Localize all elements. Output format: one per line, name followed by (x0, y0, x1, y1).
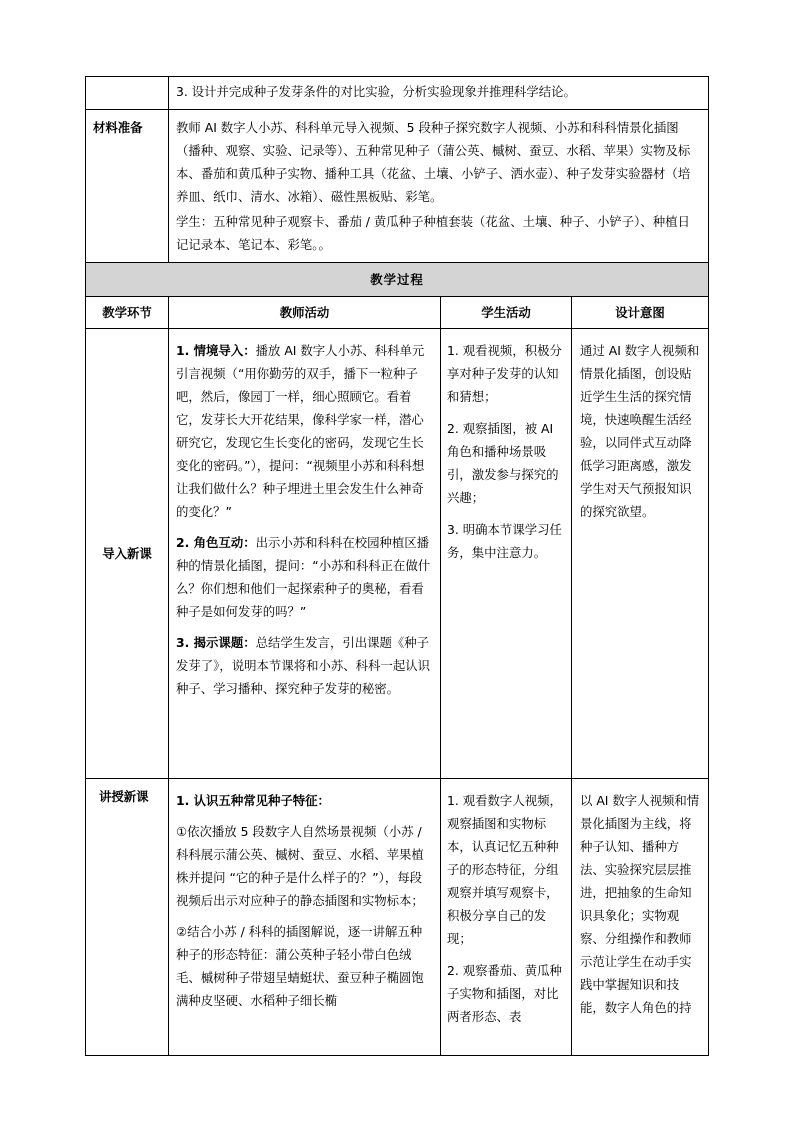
design-intent (572, 779, 709, 1056)
objective-row (86, 77, 709, 110)
stage-label: 导入新课 (86, 329, 169, 779)
step-text: 播放 AI 数字人小苏、科科单元引言视频（“用你勤劳的双手，播下一粒种子吧，然后，像园丁一样，细心照顾它。看着它，发芽长大开花结果，像科学家一样，潜心研究它，发现它生长变化的密码，发现它生长变化的密码。”），提问：“视频里小苏和科科想让我们做什么？种子埋进土里会发生什么神奇的变化？” (176, 343, 425, 519)
design-text: 以 AI 数字人视频和情景化插图为主线，将种子认知、播种方法、实验探究层层推进，把抽象的生命知识具象化；实物观察、分组操作和教师示范让学生在动手实践中掌握知识和技能，数字人角色的持 (580, 793, 700, 1015)
teacher-activity (169, 329, 441, 779)
header-teacher: 教师活动 (169, 297, 441, 329)
materials-student: 学生：五种常见种子观察卡、番茄 / 黄瓜种子种植套装（花盆、土壤、种子、小铲子）、种植日记记录本、笔记本、彩笔。。 (176, 214, 690, 252)
teacher-activity (169, 779, 441, 1056)
process-band-row (86, 263, 709, 297)
header-stage: 教学环节 (86, 297, 169, 329)
process-title: 教学过程 (86, 263, 709, 297)
student-activity (441, 329, 572, 779)
teacher-step (176, 339, 434, 523)
teacher-step (176, 531, 434, 623)
stage-label: 讲授新课 (86, 779, 169, 1056)
student-step: 2. 观察番茄、黄瓜种子实物和插图，对比两者形态、表 (447, 963, 562, 1024)
student-step: 3. 明确本节课学习任务，集中注意力。 (447, 522, 562, 560)
header-design: 设计意图 (572, 297, 709, 329)
step-text: 出示小苏和科科在校园种植区播种的情景化插图，提问：“小苏和科科正在做什么？你们想和他们一起探索种子的奥秘，看看种子是如何发芽的吗？” (176, 535, 431, 619)
materials-label: 材料准备 (86, 110, 169, 263)
materials-teacher: 教师 AI 数字人小苏、科科单元导入视频、5 段种子探究数字人视频、小苏和科科情景化插图（播种、观察、实验、记录等）、五种常见种子（蒲公英、槭树、蚕豆、水稻、苹果）实物及标本、番茄和黄瓜种子实物、播种工具（花盆、土壤、小铲子、洒水壶）、种子发芽实验器材（培养皿、纸巾、清水、冰箱）、磁性黑板贴、彩笔。 (176, 120, 691, 204)
step-text: ①依次播放 5 段数字人自然场景视频（小苏 / 科科展示蒲公英、槭树、蚕豆、水稻、苹果植株并提问 “它的种子是什么样子的？”），每段视频后出示对应种子的静态插图和实物标本； (176, 824, 424, 908)
objective-3: 3. 设计并完成种子发芽条件的对比实验，分析实验现象并推理科学结论。 (169, 77, 709, 110)
teacher-step (176, 789, 434, 812)
design-intent: 通过 AI 数字人视频和情景化插图，创设贴近学生生活的探究情境，快速唤醒生活经验，以同伴式互动降低学习距离感，激发学生对天气预报知识的探究欲望。 (572, 329, 709, 779)
teacher-step (176, 631, 434, 700)
materials-content (169, 110, 709, 263)
student-step: 2. 观察插图，被 AI 角色和播种场景吸引，激发参与探究的兴趣； (447, 421, 559, 505)
header-student: 学生活动 (441, 297, 572, 329)
step-heading: 2. 角色互动： (176, 535, 256, 550)
step-heading: 3. 揭示课题： (176, 635, 256, 650)
step-text: ②结合小苏 / 科科的插图解说，逐一讲解五种种子的形态特征：蒲公英种子轻小带白色绒毛、槭树种子带翅呈蜻蜓状、蚕豆种子椭圆饱满种皮坚硬、水稻种子细长椭 (176, 924, 424, 1008)
step-heading: 1. 情境导入： (176, 343, 256, 358)
student-step: 1. 观看数字人视频，观察插图和实物标本，认真记忆五种种子的形态特征，分组观察并填写观察卡，积极分享自己的发现； (447, 793, 562, 946)
objective-label-cell (86, 77, 169, 110)
table-row (86, 329, 709, 779)
step-heading: 1. 认识五种常见种子特征： (176, 793, 330, 808)
student-step: 1. 观看视频，积极分享对种子发芽的认知和猜想； (447, 343, 562, 404)
lesson-plan-table (85, 76, 709, 1056)
step-text: 总结学生发言，引出课题《种子发芽了》，说明本节课将和小苏、科科一起认识种子、学习播种、探究种子发芽的秘密。 (176, 635, 431, 696)
teacher-step (176, 820, 434, 912)
teacher-step (176, 920, 434, 1012)
table-row (86, 779, 709, 1056)
student-activity (441, 779, 572, 1056)
header-row (86, 297, 709, 329)
materials-row (86, 110, 709, 263)
